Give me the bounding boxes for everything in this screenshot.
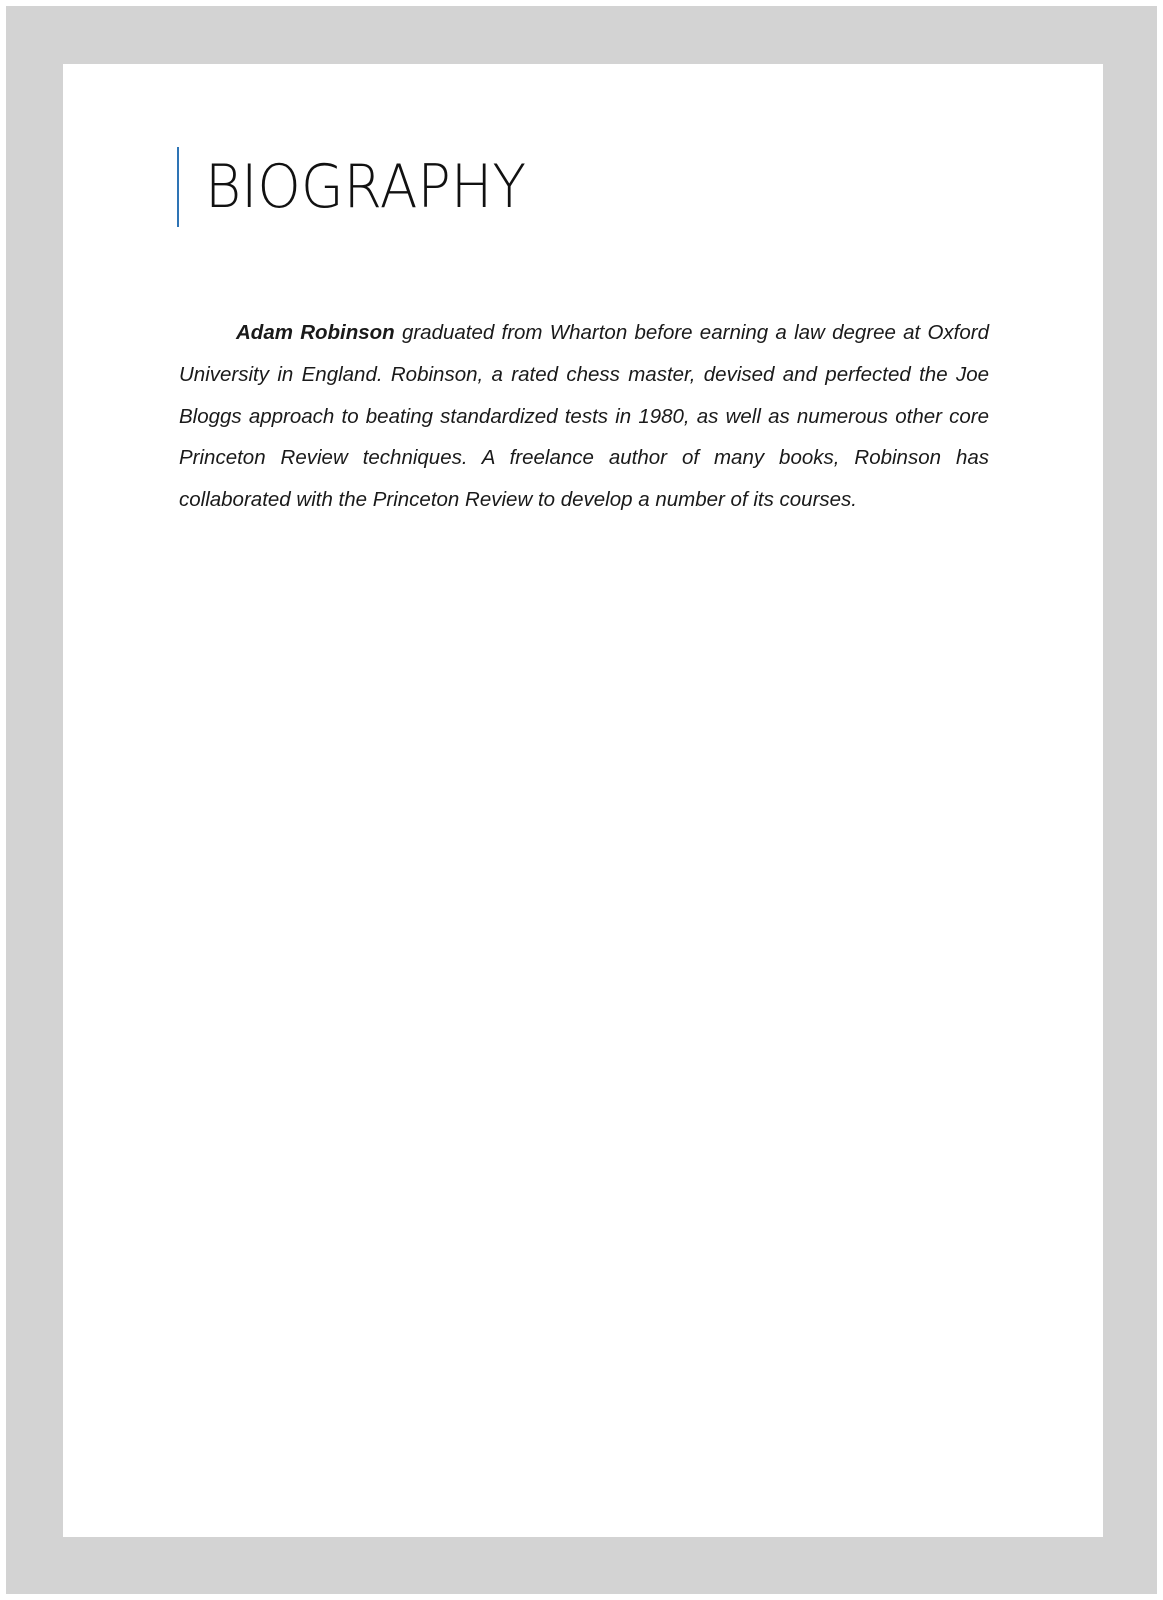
biography-text: graduated from Wharton before earning a law degree at Oxford University in England. Robinson, a rated chess master, devised and perfected the Joe Bloggs approach to beating standardized tests in 1980, as well as numerous other core Princeton Review techniques. A freelance author of many books, Robinson has collaborated with the Princeton Review to develop a number of its courses.	[179, 321, 989, 512]
biography-paragraph	[179, 312, 989, 521]
page-title: BIOGRAPHY	[205, 152, 527, 222]
document-viewer	[6, 6, 1157, 1594]
heading-accent-rule	[177, 147, 179, 227]
heading-block	[177, 147, 554, 227]
biography-name: Adam Robinson	[236, 321, 395, 344]
document-page	[63, 64, 1103, 1537]
